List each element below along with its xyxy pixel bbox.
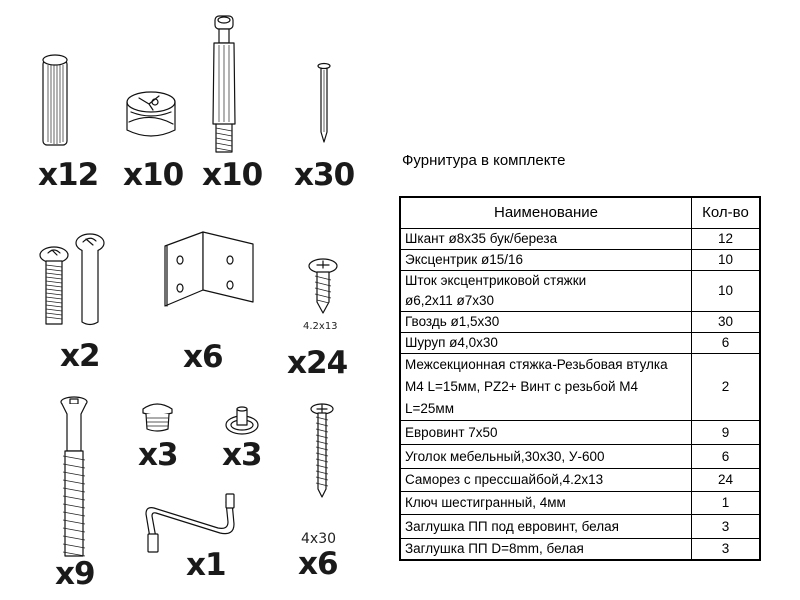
quantity-label: x10	[202, 157, 263, 193]
table-row	[400, 469, 760, 492]
item-count: 3	[692, 515, 761, 539]
item-name: Заглушка ПП под евровинт, белая	[400, 515, 692, 539]
connector-bolt-icon	[38, 233, 108, 333]
cam-lock-icon	[125, 90, 180, 140]
quantity-label: x9	[55, 556, 95, 592]
cam-bolt-icon	[210, 12, 250, 152]
quantity-label: x3	[222, 437, 262, 473]
quantity-label: x12	[38, 157, 99, 193]
table-row	[400, 229, 760, 250]
item-count: 30	[692, 312, 761, 333]
size-label: 4.2x13	[303, 321, 338, 332]
item-name: Саморез с прессшайбой,4.2x13	[400, 469, 692, 492]
item-name: Уголок мебельный,30x30, У-600	[400, 445, 692, 469]
item-count: 10	[692, 250, 761, 271]
table-row	[400, 333, 760, 354]
item-count: 1	[692, 492, 761, 515]
table-row	[400, 250, 760, 271]
quantity-label: x6	[298, 546, 338, 582]
item-name: Шток эксцентриковой стяжки ø6,2x11 ø7x30	[400, 271, 692, 312]
item-name: Шкант ø8x35 бук/береза	[400, 229, 692, 250]
table-row	[400, 271, 760, 312]
quantity-label: x24	[287, 345, 348, 381]
quantity-label: x3	[138, 437, 178, 473]
item-count: 3	[692, 539, 761, 561]
item-name: Межсекционная стяжка-Резьбовая втулка М4 L=15мм, PZ2+ Винт с резьбой М4 L=25мм	[400, 354, 692, 421]
item-count: 9	[692, 421, 761, 445]
cap-d8-icon	[225, 403, 270, 438]
quantity-label: x2	[60, 338, 100, 374]
column-header-quantity: Кол-во	[692, 197, 761, 229]
item-count: 10	[692, 271, 761, 312]
item-count: 6	[692, 333, 761, 354]
dowel-icon	[40, 50, 80, 150]
item-name: Заглушка ПП D=8mm, белая	[400, 539, 692, 561]
quantity-label: x1	[186, 547, 226, 583]
corner-bracket-icon	[163, 232, 263, 312]
item-count: 24	[692, 469, 761, 492]
item-count: 12	[692, 229, 761, 250]
table-header-row	[400, 197, 760, 229]
size-label: 4x30	[301, 531, 337, 547]
hardware-table	[399, 196, 761, 561]
item-name: Эксцентрик ø15/16	[400, 250, 692, 271]
item-name: Евровинт 7x50	[400, 421, 692, 445]
item-name: Гвоздь ø1,5x30	[400, 312, 692, 333]
euro-screw-icon	[60, 396, 100, 546]
item-name: Шуруп ø4,0x30	[400, 333, 692, 354]
table-row	[400, 445, 760, 469]
table-row	[400, 515, 760, 539]
nail-icon	[316, 62, 336, 147]
quantity-label: x6	[183, 339, 223, 375]
press-washer-screw-icon	[305, 258, 345, 318]
table-row	[400, 354, 760, 421]
table-row	[400, 492, 760, 515]
item-count: 6	[692, 445, 761, 469]
quantity-label: x30	[294, 157, 355, 193]
cap-euro-screw-icon	[140, 403, 180, 438]
wood-screw-icon	[310, 403, 340, 498]
item-name: Ключ шестигранный, 4мм	[400, 492, 692, 515]
table-row	[400, 539, 760, 561]
table-row	[400, 312, 760, 333]
kit-title: Фурнитура в комплекте	[402, 152, 566, 169]
item-count: 2	[692, 354, 761, 421]
table-row	[400, 421, 760, 445]
column-header-name: Наименование	[400, 197, 692, 229]
quantity-label: x10	[123, 157, 184, 193]
